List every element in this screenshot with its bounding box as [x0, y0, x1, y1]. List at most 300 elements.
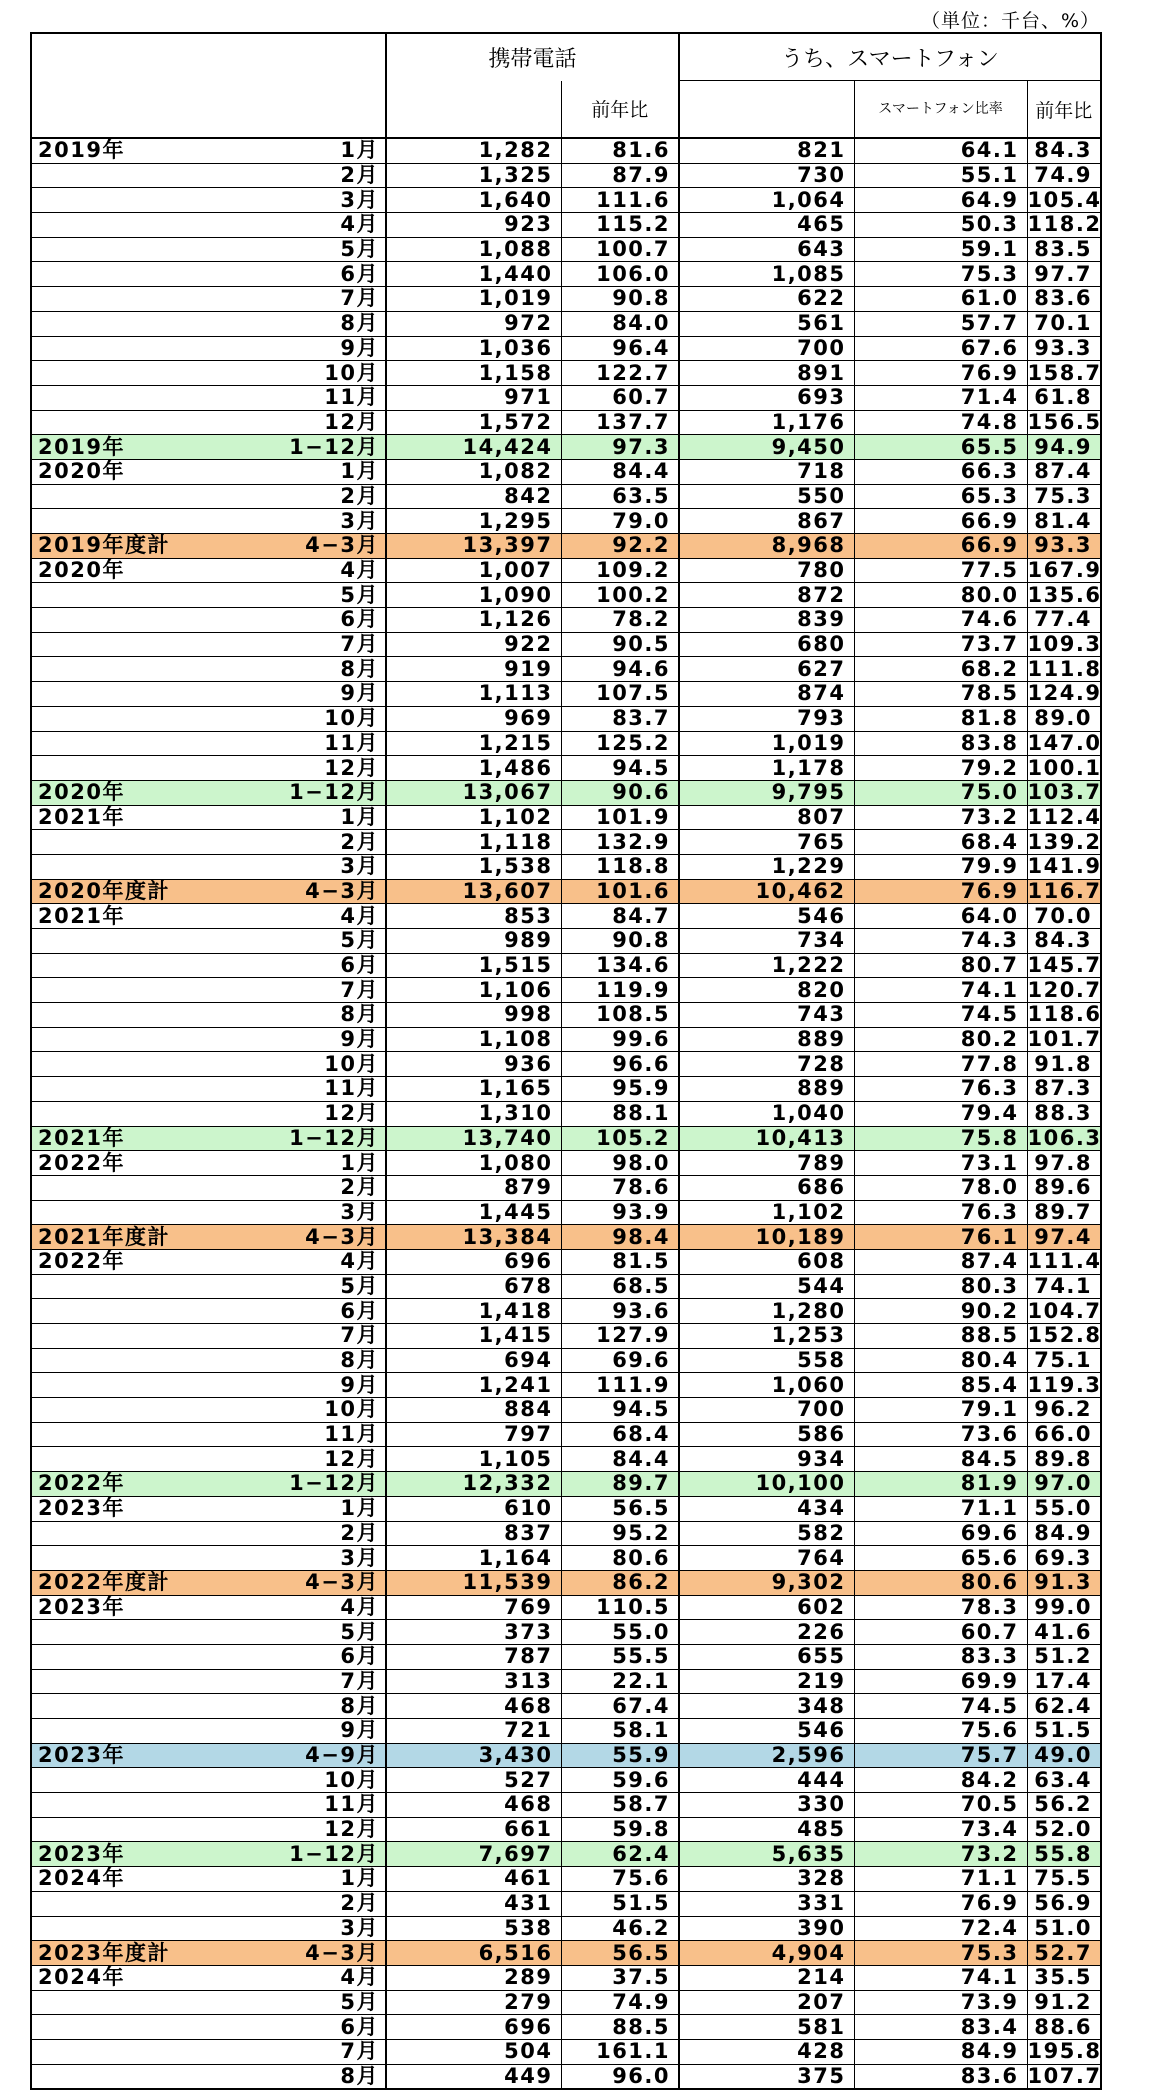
table-row — [31, 213, 1101, 238]
row-mobile-yoy: 100.2 — [561, 583, 679, 608]
row-period: 5月 — [196, 1274, 386, 1299]
row-smartphone-units: 627 — [679, 657, 854, 682]
row-smartphone-yoy: 52.0 — [1027, 1817, 1101, 1842]
row-smartphone-yoy: 97.7 — [1027, 262, 1101, 287]
row-year — [31, 706, 196, 731]
row-smartphone-yoy: 145.7 — [1027, 953, 1102, 978]
row-smartphone-yoy: 97.0 — [1027, 1472, 1101, 1497]
row-year: 2020年 — [31, 459, 196, 484]
row-smartphone-yoy: 51.0 — [1027, 1916, 1101, 1941]
row-smartphone-ratio: 80.6 — [854, 1570, 1027, 1595]
row-mobile-yoy: 100.7 — [561, 237, 679, 262]
table-row — [31, 1694, 1101, 1719]
row-mobile-units: 923 — [386, 213, 561, 238]
summary-row — [31, 879, 1101, 904]
row-smartphone-units: 10,462 — [679, 879, 854, 904]
table-row — [31, 1348, 1101, 1373]
row-smartphone-ratio: 66.3 — [854, 459, 1027, 484]
row-mobile-yoy: 115.2 — [561, 213, 679, 238]
row-mobile-yoy: 75.6 — [561, 1867, 679, 1892]
row-smartphone-ratio: 87.4 — [854, 1249, 1027, 1274]
row-mobile-units: 1,088 — [386, 237, 561, 262]
row-mobile-yoy: 105.2 — [561, 1126, 679, 1151]
row-year — [31, 953, 196, 978]
row-mobile-units: 527 — [386, 1768, 561, 1793]
row-period: 3月 — [196, 1200, 386, 1225]
summary-row — [31, 534, 1101, 559]
row-period: 6月 — [196, 2015, 386, 2040]
row-smartphone-units: 434 — [679, 1496, 854, 1521]
row-mobile-units: 504 — [386, 2039, 561, 2064]
row-smartphone-ratio: 73.2 — [854, 805, 1027, 830]
row-smartphone-ratio: 71.1 — [854, 1867, 1027, 1892]
row-mobile-units: 842 — [386, 484, 561, 509]
row-smartphone-units: 655 — [679, 1644, 854, 1669]
row-mobile-yoy: 101.9 — [561, 805, 679, 830]
row-year: 2022年 — [31, 1472, 196, 1497]
summary-row — [31, 1941, 1101, 1966]
row-mobile-units: 13,740 — [386, 1126, 561, 1151]
table-row — [31, 558, 1101, 583]
row-smartphone-ratio: 90.2 — [854, 1299, 1027, 1324]
row-smartphone-yoy: 81.4 — [1027, 509, 1101, 534]
row-smartphone-ratio: 74.3 — [854, 929, 1027, 954]
row-smartphone-units: 9,450 — [679, 435, 854, 460]
row-period: 7月 — [196, 1669, 386, 1694]
row-period: 4−3月 — [196, 1570, 386, 1595]
table-row — [31, 188, 1101, 213]
row-smartphone-yoy: 135.6 — [1027, 582, 1102, 607]
row-mobile-units: 1,082 — [386, 459, 561, 484]
row-mobile-units: 13,384 — [386, 1225, 561, 1250]
row-mobile-yoy: 93.9 — [561, 1200, 679, 1225]
row-year — [31, 682, 196, 707]
row-mobile-yoy: 22.1 — [561, 1669, 679, 1694]
row-smartphone-yoy: 74.9 — [1027, 163, 1101, 188]
row-smartphone-yoy: 83.5 — [1027, 237, 1101, 262]
row-smartphone-yoy: 84.3 — [1027, 138, 1101, 163]
row-period: 12月 — [196, 1817, 386, 1842]
row-mobile-yoy: 87.9 — [561, 163, 679, 188]
row-period: 2月 — [196, 1891, 386, 1916]
row-period: 7月 — [196, 978, 386, 1003]
row-mobile-units: 313 — [386, 1669, 561, 1694]
table-row — [31, 1200, 1101, 1225]
row-smartphone-yoy: 94.9 — [1027, 435, 1101, 460]
row-mobile-yoy: 58.1 — [561, 1719, 679, 1744]
table-row — [31, 978, 1101, 1003]
row-smartphone-ratio: 76.3 — [854, 1077, 1027, 1102]
row-smartphone-units: 765 — [679, 830, 854, 855]
row-smartphone-units: 734 — [679, 929, 854, 954]
row-period: 6月 — [196, 608, 386, 633]
row-smartphone-ratio: 68.4 — [854, 830, 1027, 855]
table-row — [31, 1990, 1101, 2015]
row-mobile-units: 373 — [386, 1620, 561, 1645]
summary-row — [31, 1126, 1101, 1151]
row-smartphone-yoy: 106.3 — [1027, 1125, 1102, 1150]
row-year — [31, 1694, 196, 1719]
header-blank — [31, 33, 386, 138]
row-year: 2020年 — [31, 558, 196, 583]
row-mobile-yoy: 94.6 — [561, 657, 679, 682]
row-mobile-units: 919 — [386, 657, 561, 682]
row-smartphone-yoy: 51.2 — [1027, 1644, 1101, 1669]
row-year — [31, 608, 196, 633]
row-year — [31, 1768, 196, 1793]
row-mobile-units: 696 — [386, 1249, 561, 1274]
row-period: 9月 — [196, 682, 386, 707]
row-smartphone-yoy: 56.2 — [1027, 1793, 1101, 1818]
row-smartphone-ratio: 84.5 — [854, 1447, 1027, 1472]
row-smartphone-units: 1,064 — [679, 188, 854, 213]
row-smartphone-ratio: 74.5 — [854, 1694, 1027, 1719]
row-smartphone-ratio: 83.3 — [854, 1644, 1027, 1669]
row-mobile-yoy: 60.7 — [561, 385, 679, 410]
row-period: 7月 — [196, 632, 386, 657]
summary-row — [31, 1570, 1101, 1595]
row-smartphone-units: 934 — [679, 1447, 854, 1472]
row-period: 1−12月 — [196, 1472, 386, 1497]
row-year — [31, 509, 196, 534]
row-year — [31, 1373, 196, 1398]
row-smartphone-units: 375 — [679, 2064, 854, 2089]
row-mobile-yoy: 161.1 — [561, 2039, 679, 2064]
row-mobile-yoy: 69.6 — [561, 1348, 679, 1373]
row-smartphone-units: 1,253 — [679, 1324, 854, 1349]
row-period: 2月 — [196, 1175, 386, 1200]
row-mobile-yoy: 78.2 — [561, 608, 679, 633]
row-period: 9月 — [196, 1027, 386, 1052]
row-smartphone-units: 444 — [679, 1768, 854, 1793]
row-period: 3月 — [196, 1546, 386, 1571]
row-smartphone-yoy: 55.0 — [1027, 1496, 1101, 1521]
row-smartphone-units: 1,222 — [679, 953, 854, 978]
row-period: 4−3月 — [196, 1941, 386, 1966]
row-smartphone-yoy: 107.7 — [1027, 2063, 1102, 2088]
row-mobile-units: 1,640 — [386, 188, 561, 213]
row-mobile-units: 1,007 — [386, 558, 561, 583]
row-smartphone-ratio: 76.1 — [854, 1225, 1027, 1250]
row-smartphone-yoy: 167.9 — [1027, 558, 1102, 583]
row-smartphone-ratio: 76.9 — [854, 1891, 1027, 1916]
table-row — [31, 1916, 1101, 1941]
row-smartphone-yoy: 70.0 — [1027, 904, 1101, 929]
row-smartphone-ratio: 65.6 — [854, 1546, 1027, 1571]
row-smartphone-units: 1,040 — [679, 1101, 854, 1126]
table-row — [31, 262, 1101, 287]
table-row — [31, 1521, 1101, 1546]
row-smartphone-yoy: 63.4 — [1027, 1768, 1101, 1793]
row-year — [31, 583, 196, 608]
row-smartphone-yoy: 100.1 — [1027, 755, 1102, 780]
row-mobile-units: 1,572 — [386, 410, 561, 435]
row-mobile-yoy: 94.5 — [561, 1398, 679, 1423]
row-smartphone-ratio: 74.6 — [854, 608, 1027, 633]
row-smartphone-yoy: 75.5 — [1027, 1867, 1101, 1892]
row-period: 4−3月 — [196, 879, 386, 904]
table-row — [31, 583, 1101, 608]
row-period: 11月 — [196, 731, 386, 756]
row-year: 2023年 — [31, 1842, 196, 1867]
row-smartphone-yoy: 105.4 — [1027, 187, 1102, 212]
row-mobile-yoy: 81.5 — [561, 1249, 679, 1274]
row-period: 1月 — [196, 1867, 386, 1892]
row-smartphone-units: 874 — [679, 682, 854, 707]
header-mobile: 携帯電話 — [386, 33, 679, 81]
row-period: 10月 — [196, 706, 386, 731]
row-mobile-yoy: 90.8 — [561, 287, 679, 312]
row-mobile-units: 1,090 — [386, 583, 561, 608]
row-mobile-yoy: 84.4 — [561, 459, 679, 484]
summary-row — [31, 1842, 1101, 1867]
table-row — [31, 929, 1101, 954]
row-smartphone-units: 680 — [679, 632, 854, 657]
row-mobile-yoy: 80.6 — [561, 1546, 679, 1571]
row-smartphone-ratio: 64.0 — [854, 904, 1027, 929]
row-smartphone-yoy: 75.3 — [1027, 484, 1101, 509]
row-mobile-yoy: 96.4 — [561, 336, 679, 361]
row-smartphone-units: 1,178 — [679, 756, 854, 781]
row-mobile-units: 7,697 — [386, 1842, 561, 1867]
row-smartphone-units: 558 — [679, 1348, 854, 1373]
row-smartphone-ratio: 79.4 — [854, 1101, 1027, 1126]
table-row — [31, 336, 1101, 361]
row-smartphone-units: 728 — [679, 1052, 854, 1077]
row-smartphone-units: 207 — [679, 1990, 854, 2015]
row-year — [31, 657, 196, 682]
row-smartphone-ratio: 85.4 — [854, 1373, 1027, 1398]
table-row — [31, 1324, 1101, 1349]
row-period: 10月 — [196, 1768, 386, 1793]
shipments-table-container — [30, 32, 1100, 2090]
row-mobile-units: 661 — [386, 1817, 561, 1842]
row-year — [31, 1200, 196, 1225]
row-mobile-yoy: 78.6 — [561, 1175, 679, 1200]
row-mobile-yoy: 95.2 — [561, 1521, 679, 1546]
table-row — [31, 657, 1101, 682]
row-smartphone-ratio: 79.9 — [854, 854, 1027, 879]
row-mobile-yoy: 109.2 — [561, 558, 679, 583]
row-period: 3月 — [196, 188, 386, 213]
row-mobile-yoy: 90.6 — [561, 780, 679, 805]
row-smartphone-ratio: 74.1 — [854, 1965, 1027, 1990]
row-smartphone-yoy: 89.6 — [1027, 1175, 1101, 1200]
table-row — [31, 2039, 1101, 2064]
row-smartphone-units: 889 — [679, 1077, 854, 1102]
row-mobile-yoy: 59.6 — [561, 1768, 679, 1793]
row-smartphone-units: 8,968 — [679, 534, 854, 559]
row-period: 7月 — [196, 287, 386, 312]
row-period: 10月 — [196, 1398, 386, 1423]
table-row — [31, 682, 1101, 707]
row-year — [31, 632, 196, 657]
row-mobile-units: 13,067 — [386, 780, 561, 805]
row-year: 2024年 — [31, 1867, 196, 1892]
row-smartphone-yoy: 120.7 — [1027, 977, 1102, 1002]
summary-row — [31, 1472, 1101, 1497]
row-smartphone-ratio: 66.9 — [854, 534, 1027, 559]
row-year — [31, 2064, 196, 2089]
row-smartphone-ratio: 74.8 — [854, 410, 1027, 435]
row-year: 2021年 — [31, 1126, 196, 1151]
unit-label: （単位：千台、%） — [920, 10, 1100, 32]
row-smartphone-yoy: 111.4 — [1027, 1249, 1102, 1274]
row-smartphone-ratio: 76.9 — [854, 879, 1027, 904]
row-smartphone-yoy: 118.2 — [1027, 212, 1102, 237]
row-mobile-yoy: 46.2 — [561, 1916, 679, 1941]
table-row — [31, 1669, 1101, 1694]
row-smartphone-units: 821 — [679, 138, 854, 163]
row-mobile-yoy: 94.5 — [561, 756, 679, 781]
row-mobile-units: 989 — [386, 929, 561, 954]
row-period: 8月 — [196, 1694, 386, 1719]
row-year — [31, 213, 196, 238]
row-mobile-yoy: 106.0 — [561, 262, 679, 287]
row-smartphone-ratio: 69.6 — [854, 1521, 1027, 1546]
table-row — [31, 608, 1101, 633]
table-row — [31, 1422, 1101, 1447]
row-mobile-yoy: 81.6 — [561, 138, 679, 163]
row-period: 1月 — [196, 805, 386, 830]
row-smartphone-ratio: 75.3 — [854, 262, 1027, 287]
row-smartphone-yoy: 158.7 — [1027, 360, 1102, 385]
row-smartphone-ratio: 80.0 — [854, 583, 1027, 608]
row-smartphone-yoy: 89.8 — [1027, 1447, 1101, 1472]
table-row — [31, 2064, 1101, 2089]
row-mobile-yoy: 101.6 — [561, 879, 679, 904]
row-smartphone-units: 546 — [679, 1719, 854, 1744]
row-smartphone-yoy: 119.3 — [1027, 1372, 1102, 1397]
row-period: 5月 — [196, 237, 386, 262]
row-mobile-units: 1,164 — [386, 1546, 561, 1571]
row-period: 5月 — [196, 1620, 386, 1645]
row-mobile-yoy: 122.7 — [561, 361, 679, 386]
row-smartphone-units: 10,413 — [679, 1126, 854, 1151]
row-mobile-units: 837 — [386, 1521, 561, 1546]
row-smartphone-units: 226 — [679, 1620, 854, 1645]
row-smartphone-ratio: 57.7 — [854, 311, 1027, 336]
table-row — [31, 163, 1101, 188]
row-mobile-yoy: 98.0 — [561, 1151, 679, 1176]
row-mobile-units: 721 — [386, 1719, 561, 1744]
row-year — [31, 484, 196, 509]
row-mobile-units: 1,440 — [386, 262, 561, 287]
row-period: 11月 — [196, 385, 386, 410]
header-sp-ratio: スマートフォン比率 — [854, 81, 1027, 139]
row-mobile-yoy: 84.7 — [561, 904, 679, 929]
row-period: 5月 — [196, 929, 386, 954]
row-smartphone-yoy: 87.4 — [1027, 459, 1101, 484]
row-mobile-yoy: 93.6 — [561, 1299, 679, 1324]
row-mobile-units: 1,165 — [386, 1077, 561, 1102]
row-year: 2019年 — [31, 138, 196, 163]
row-smartphone-ratio: 77.5 — [854, 558, 1027, 583]
row-mobile-yoy: 118.8 — [561, 854, 679, 879]
row-period: 6月 — [196, 953, 386, 978]
row-mobile-yoy: 37.5 — [561, 1965, 679, 1990]
row-period: 8月 — [196, 2064, 386, 2089]
row-year — [31, 1027, 196, 1052]
row-smartphone-yoy: 87.3 — [1027, 1077, 1101, 1102]
row-mobile-units: 972 — [386, 311, 561, 336]
row-mobile-yoy: 111.6 — [561, 188, 679, 213]
row-smartphone-yoy: 75.1 — [1027, 1348, 1101, 1373]
row-year — [31, 929, 196, 954]
row-year: 2022年度計 — [31, 1570, 196, 1595]
row-smartphone-yoy: 99.0 — [1027, 1595, 1101, 1620]
row-mobile-units: 971 — [386, 385, 561, 410]
row-mobile-yoy: 56.5 — [561, 1941, 679, 1966]
table-row — [31, 1249, 1101, 1274]
row-smartphone-ratio: 80.7 — [854, 953, 1027, 978]
row-smartphone-yoy: 56.9 — [1027, 1891, 1101, 1916]
table-row — [31, 1546, 1101, 1571]
row-smartphone-units: 1,176 — [679, 410, 854, 435]
row-smartphone-yoy: 96.2 — [1027, 1398, 1101, 1423]
row-year: 2020年 — [31, 780, 196, 805]
row-smartphone-units: 9,302 — [679, 1570, 854, 1595]
row-smartphone-ratio: 68.2 — [854, 657, 1027, 682]
row-smartphone-ratio: 80.4 — [854, 1348, 1027, 1373]
table-row — [31, 484, 1101, 509]
row-year — [31, 1916, 196, 1941]
row-period: 4月 — [196, 904, 386, 929]
row-smartphone-yoy: 89.7 — [1027, 1200, 1101, 1225]
row-smartphone-ratio: 61.0 — [854, 287, 1027, 312]
row-mobile-yoy: 88.5 — [561, 2015, 679, 2040]
row-period: 6月 — [196, 262, 386, 287]
row-smartphone-units: 764 — [679, 1546, 854, 1571]
row-year — [31, 1719, 196, 1744]
table-row — [31, 509, 1101, 534]
row-mobile-yoy: 90.8 — [561, 929, 679, 954]
row-year — [31, 1521, 196, 1546]
row-mobile-units: 1,158 — [386, 361, 561, 386]
row-year — [31, 1546, 196, 1571]
row-mobile-yoy: 59.8 — [561, 1817, 679, 1842]
row-year: 2021年度計 — [31, 1225, 196, 1250]
row-mobile-yoy: 99.6 — [561, 1027, 679, 1052]
row-smartphone-ratio: 74.5 — [854, 1003, 1027, 1028]
row-period: 8月 — [196, 1348, 386, 1373]
row-smartphone-yoy: 91.8 — [1027, 1052, 1101, 1077]
row-smartphone-units: 1,085 — [679, 262, 854, 287]
row-year — [31, 1990, 196, 2015]
row-smartphone-yoy: 91.3 — [1027, 1570, 1101, 1595]
row-mobile-yoy: 56.5 — [561, 1496, 679, 1521]
row-year — [31, 163, 196, 188]
table-row — [31, 632, 1101, 657]
row-year — [31, 1101, 196, 1126]
table-row — [31, 1274, 1101, 1299]
table-row — [31, 1867, 1101, 1892]
row-year — [31, 1447, 196, 1472]
row-mobile-units: 1,215 — [386, 731, 561, 756]
row-year — [31, 830, 196, 855]
table-row — [31, 361, 1101, 386]
row-year: 2024年 — [31, 1965, 196, 1990]
row-period: 7月 — [196, 1324, 386, 1349]
row-smartphone-ratio: 83.8 — [854, 731, 1027, 756]
row-period: 1−12月 — [196, 1842, 386, 1867]
row-period: 8月 — [196, 311, 386, 336]
table-row — [31, 287, 1101, 312]
row-mobile-units: 3,430 — [386, 1743, 561, 1768]
row-smartphone-ratio: 78.3 — [854, 1595, 1027, 1620]
row-year: 2023年 — [31, 1595, 196, 1620]
row-smartphone-ratio: 55.1 — [854, 163, 1027, 188]
